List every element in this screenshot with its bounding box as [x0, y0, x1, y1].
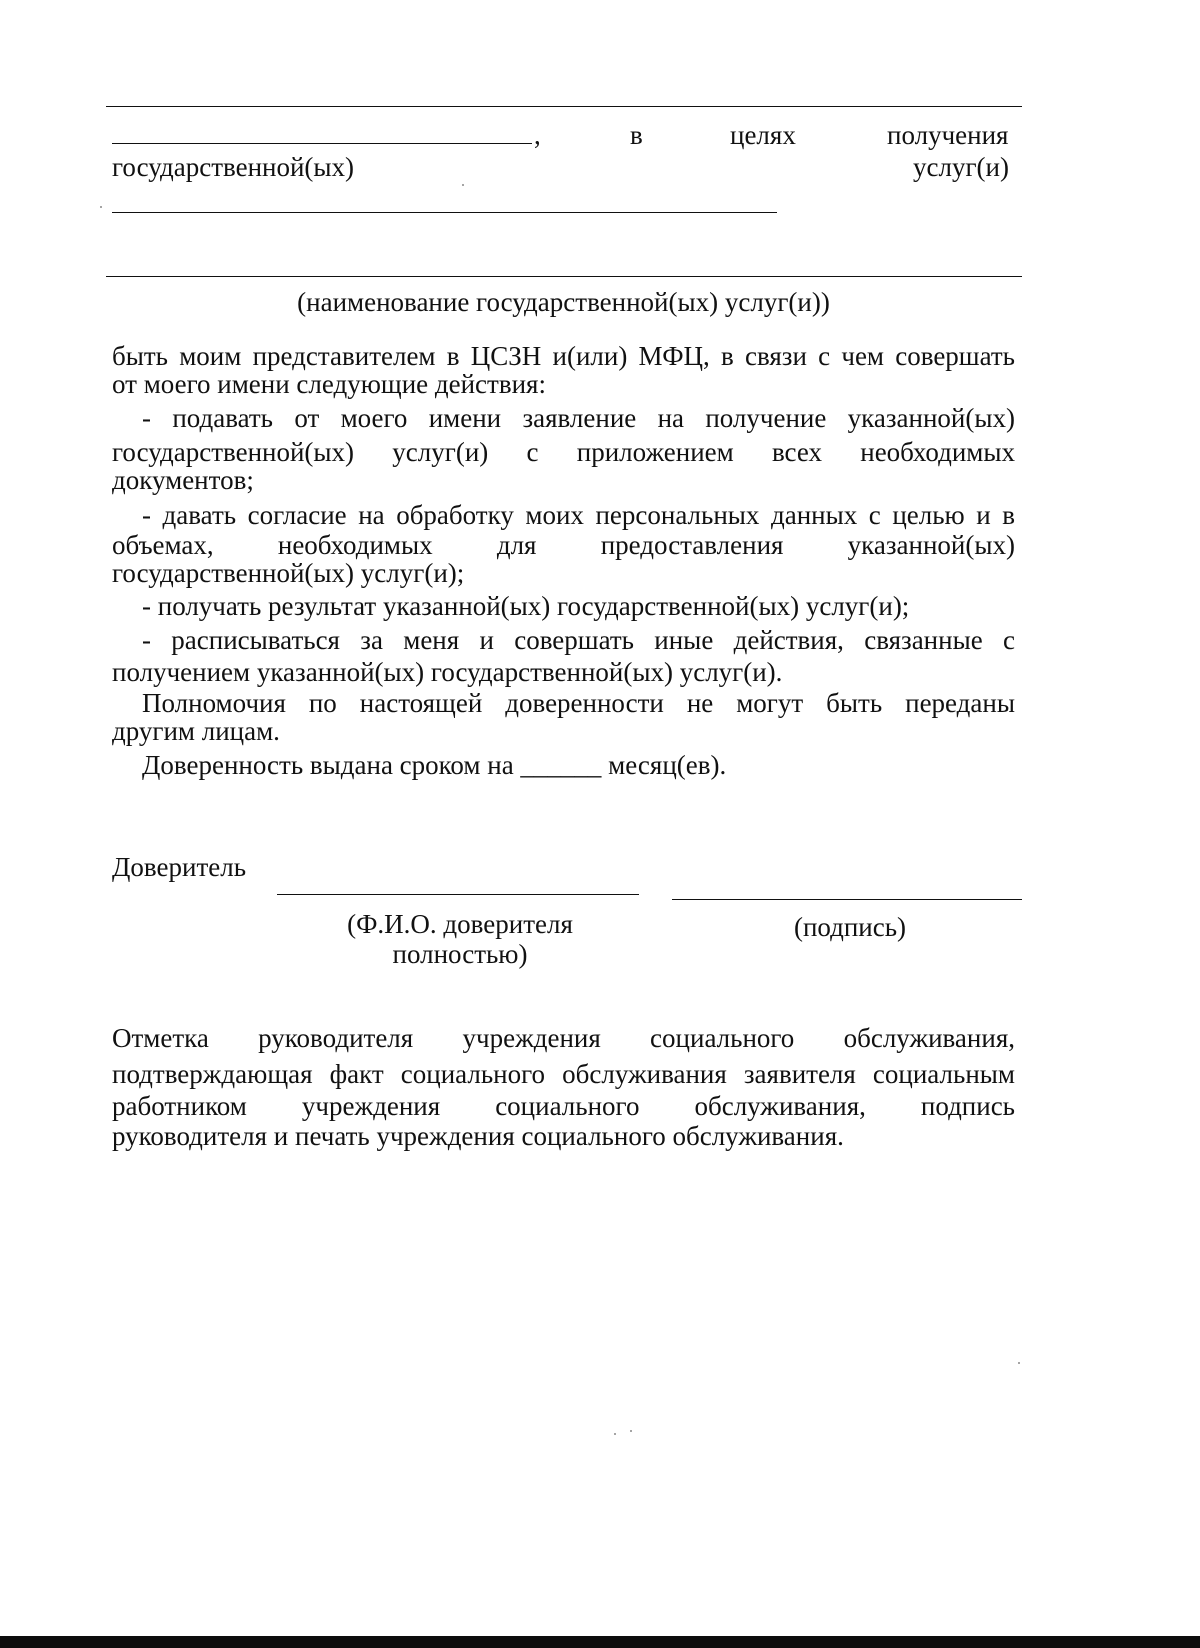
word-receive: получения: [887, 120, 1009, 150]
sign-caption: (подпись): [793, 912, 907, 942]
intro-line-2: от моего имени следующие действия:: [112, 369, 546, 399]
scan-speck: [614, 1433, 616, 1435]
word-state: государственной(ых): [112, 152, 355, 182]
blank-line-name: [112, 143, 532, 144]
sign-signature-line: [672, 899, 1022, 900]
blank-line-service-2: [106, 276, 1022, 277]
blank-line-top: [106, 106, 1022, 107]
item2-line-1: - давать согласие на обработку моих персональных данных с целью и в: [142, 500, 1015, 530]
mark-line-4: руководителя и печать учреждения социального обслуживания.: [112, 1121, 844, 1151]
word-purpose: целях: [730, 120, 796, 150]
comma-text: ,: [534, 120, 541, 150]
scan-speck: [100, 206, 102, 208]
term-line: Доверенность выдана сроком на ______ месяц(ев).: [142, 750, 727, 780]
blank-line-service-1: [112, 212, 777, 213]
fio-caption-line-1: (Ф.И.О. доверителя: [347, 909, 573, 939]
item2-line-3: государственной(ых) услуг(и);: [112, 558, 465, 588]
item3-line-1: - получать результат указанной(ых) государственной(ых) услуг(и);: [142, 591, 910, 621]
item1-line-3: документов;: [112, 465, 254, 495]
item1-line-1: - подавать от моего имени заявление на получение указанной(ых): [142, 403, 1015, 433]
mark-line-1: Отметка руководителя учреждения социального обслуживания,: [112, 1023, 1015, 1053]
mark-line-3: работником учреждения социального обслуживания, подпись: [112, 1091, 1015, 1121]
powers-line-2: другим лицам.: [112, 716, 280, 746]
principal-label: Доверитель: [112, 852, 247, 882]
scan-speck: [630, 1430, 632, 1432]
service-name-caption: (наименование государственной(ых) услуг(и)): [297, 287, 830, 317]
powers-line-1: Полномочия по настоящей доверенности не могут быть переданы: [142, 688, 1015, 718]
word-in: в: [630, 120, 643, 150]
scan-speck: [462, 184, 464, 186]
fio-caption-line-2: полностью): [392, 939, 528, 969]
item2-line-2: объемах, необходимых для предоставления указанной(ых): [112, 530, 1015, 560]
fio-signature-line: [277, 894, 639, 895]
word-services: услуг(и): [913, 152, 1009, 182]
mark-line-2: подтверждающая факт социального обслуживания заявителя социальным: [112, 1059, 1015, 1089]
item4-line-2: получением указанной(ых) государственной(ых) услуг(и).: [112, 657, 783, 687]
item1-line-2: государственной(ых) услуг(и) с приложением всех необходимых: [112, 437, 1015, 467]
scan-speck: [1018, 1362, 1020, 1364]
item4-line-1: - расписываться за меня и совершать иные действия, связанные с: [142, 625, 1015, 655]
intro-line-1: быть моим представителем в ЦСЗН и(или) МФЦ, в связи с чем совершать: [112, 341, 1015, 371]
scan-bottom-edge: [0, 1636, 1200, 1648]
